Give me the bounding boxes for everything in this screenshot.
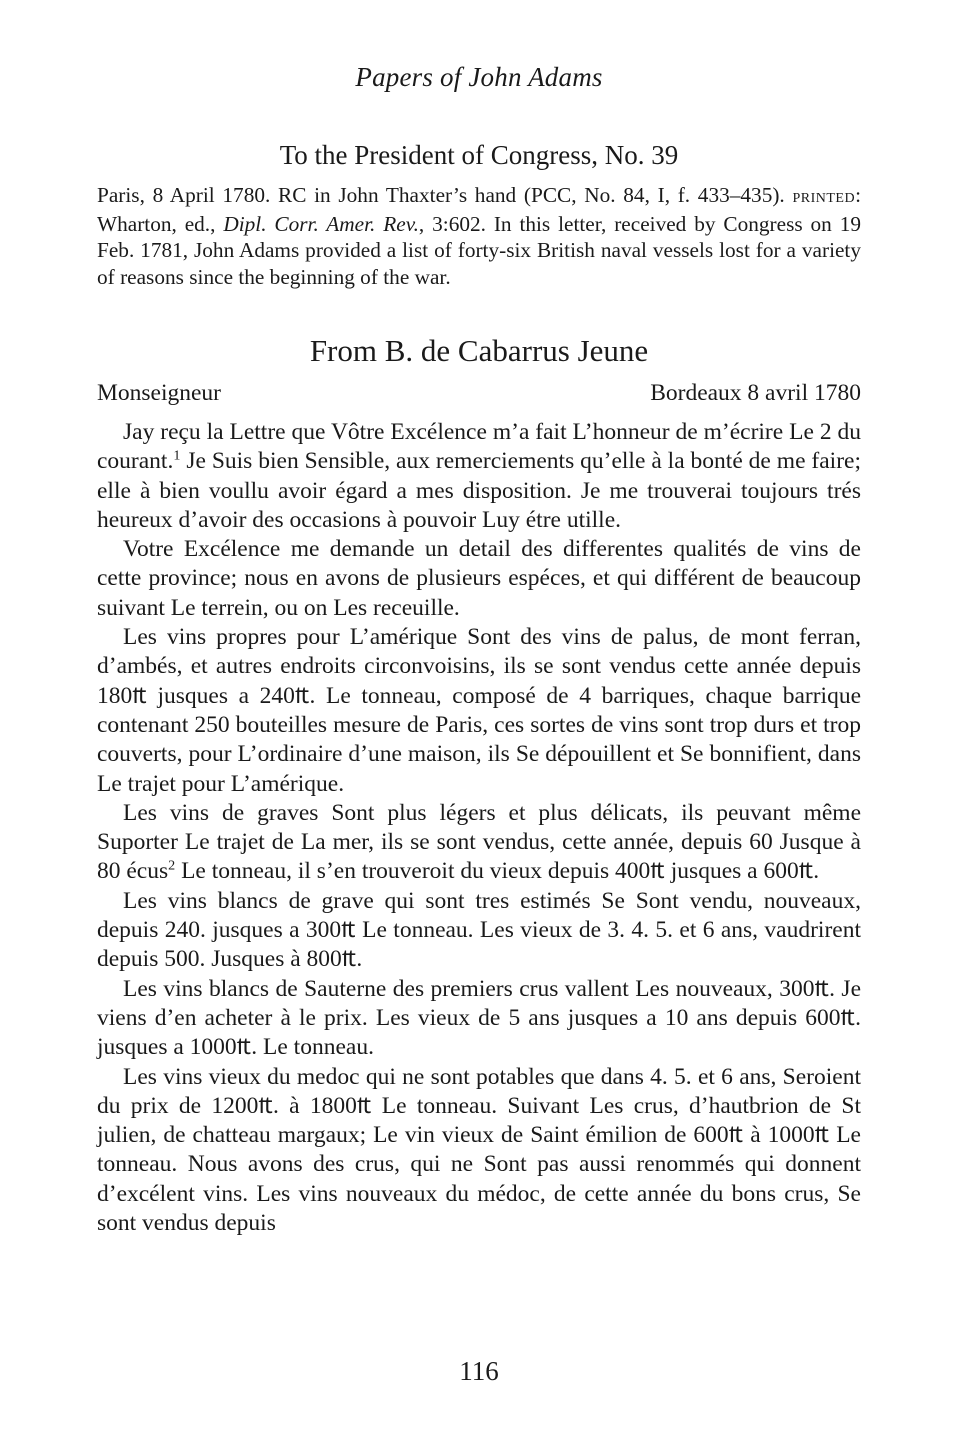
document-title-president-of-congress: To the President of Congress, No. 39 bbox=[279, 140, 679, 170]
document-title-cabarrus: From B. de Cabarrus Jeune bbox=[309, 333, 649, 368]
paragraph-1-text-b: Je Suis bien Sensible, aux remerciements qu’elle à la bonté de me faire; elle à bien voullu avoir égard a mes disposition. Je me trouverai toujours trés heureux d’avoir des occasions à pouvoir Luy étre utille. bbox=[97, 448, 861, 533]
footnote-marker-1: 1 bbox=[173, 447, 181, 464]
salutation-row bbox=[97, 380, 861, 407]
paragraph-4-text-a: Les vins de graves Sont plus légers et plus délicats, ils peuvant même Suporter Le trajet de La mer, ils se sont vendus, cette année, depuis 60 Jusque à 80 écus bbox=[97, 799, 861, 885]
paragraph-4 bbox=[97, 799, 861, 887]
editorial-note bbox=[97, 182, 861, 290]
salutation: Monseigneur bbox=[97, 380, 222, 406]
footnote-marker-2: 2 bbox=[168, 858, 176, 874]
paragraph-7: Les vins vieux du medoc qui ne sont potables que dans 4. 5. et 6 ans, Seroient du prix de 1200₶. à 1800₶ Le tonneau. Suivant Les crus, d’hautbrion de St julien, de chatteau margaux; Le vin vieux de Saint émilion de 600₶ à 1000₶ Le tonneau. Nous avons des crus, qui ne Sont pas aussi renommés qui donnent d’excélent vins. Les vins nouveaux du médoc, de cette année du bons crus, Se sont vendus depuis bbox=[97, 1063, 861, 1237]
page-number: 116 bbox=[459, 1356, 499, 1386]
printed-label: printed bbox=[792, 186, 856, 207]
note-text-c: , 3:602. In this letter, received by Congress on 19 Feb. 1781, John Adams provided a list of forty-six British naval vessels lost for a variety of reasons since the beginning of the war. bbox=[97, 211, 861, 289]
paragraph-3: Les vins propres pour L’amérique Sont des vins de palus, de mont ferran, d’ambés, et autres endroits circonvoisins, ils se sont vendus cette année depuis 180₶ jusques a 240₶. Le tonneau, composé de 4 barriques, chaque barrique contenant 250 bouteilles mesure de Paris, ces sortes de vins sont trop durs et trop couverts, pour L’ordinaire d’une maison, ils Se dépouillent et Se bonnifient, dans Le trajet pour L’amérique. bbox=[97, 624, 861, 797]
paragraph-1 bbox=[97, 418, 861, 535]
publication-title: Dipl. Corr. Amer. Rev. bbox=[223, 211, 419, 236]
paragraph-4-text-b: Le tonneau, il s’en trouveroit du vieux depuis 400₶ jusques a 600₶. bbox=[175, 858, 820, 885]
paragraph-5: Les vins blancs de grave qui sont tres estimés Se Sont vendu, nouveaux, depuis 240. jusques a 300₶ Le tonneau. Les vieux de 3. 4. 5. et 6 ans, vaudrirent depuis 500. Jusques à 800₶. bbox=[97, 887, 861, 973]
paragraph-2: Votre Excélence me demande un detail des differentes qualités de vins de cette province; nous en avons de plusieurs espéces, et qui différent de beaucoup suivant Le terrein, ou on Les receuille. bbox=[97, 536, 861, 621]
letter-body bbox=[97, 418, 861, 1238]
dateline: Bordeaux 8 avril 1780 bbox=[650, 380, 861, 406]
note-text-a: Paris, 8 April 1780. RC in John Thaxter’s hand (PCC, No. 84, I, f. 433–435). bbox=[97, 183, 793, 207]
note-text-b: : Wharton, ed., bbox=[97, 183, 861, 236]
running-head: Papers of John Adams bbox=[355, 62, 603, 92]
paragraph-6: Les vins blancs de Sauterne des premiers crus vallent Les nouveaux, 300₶. Je viens d’en acheter à le prix. Les vieux de 5 ans jusques a 10 ans depuis 600₶. jusques a 1000₶. Le tonneau. bbox=[97, 975, 861, 1061]
paragraph-1-text-a: Jay reçu la Lettre que Vôtre Excélence m’a fait L’honneur de m’écrire Le 2 du courant. bbox=[97, 419, 861, 475]
